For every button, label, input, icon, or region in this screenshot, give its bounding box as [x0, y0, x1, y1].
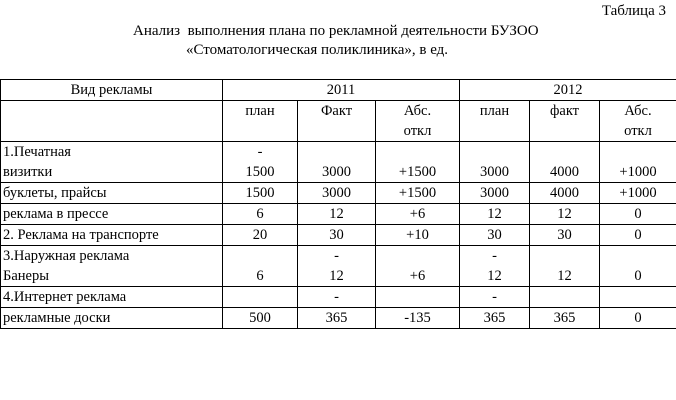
title-line-1: Анализ выполнения плана по рекламной деятельности БУЗОО — [133, 23, 539, 39]
cell-2012-fact: 4000 — [530, 142, 600, 183]
cell-2012-fact — [530, 287, 600, 308]
cell-2011-deviation: +6 — [376, 204, 460, 225]
header-row-years — [1, 80, 676, 101]
table-row — [1, 183, 676, 204]
cell-2011-deviation — [376, 287, 460, 308]
column-header-year-2011: 2011 — [223, 80, 460, 101]
row-label: буклеты, прайсы — [1, 183, 223, 204]
table-number: Таблица 3 — [601, 3, 666, 19]
cell-2012-deviation: +1000 — [600, 142, 676, 183]
row-label: 3.Наружная реклама Банеры — [1, 246, 223, 287]
cell-2012-plan: 3000 — [460, 183, 530, 204]
table-row — [1, 225, 676, 246]
table-row — [1, 204, 676, 225]
cell-2011-plan: 20 — [223, 225, 298, 246]
cell-2011-deviation: -135 — [376, 308, 460, 329]
cell-2012-fact: 12 — [530, 204, 600, 225]
cell-2012-fact: 30 — [530, 225, 600, 246]
table-row — [1, 287, 676, 308]
cell-2011-plan: 500 — [223, 308, 298, 329]
page-title — [0, 22, 676, 60]
header-row-subcolumns — [1, 101, 676, 142]
cell-2011-plan: 6 — [223, 246, 298, 287]
cell-2011-plan: 6 — [223, 204, 298, 225]
subheader-2011-deviation: Абс. откл — [376, 101, 460, 142]
cell-2012-plan: 3000 — [460, 142, 530, 183]
cell-2012-fact: 12 — [530, 246, 600, 287]
cell-2011-deviation: +6 — [376, 246, 460, 287]
cell-2011-deviation: +10 — [376, 225, 460, 246]
cell-2011-fact: 3000 — [298, 142, 376, 183]
table-row — [1, 142, 676, 183]
subheader-2011-fact: Факт — [298, 101, 376, 142]
cell-2011-fact: 365 — [298, 308, 376, 329]
advertising-plan-table — [0, 79, 676, 329]
empty-header-cell — [1, 101, 223, 142]
row-label: реклама в прессе — [1, 204, 223, 225]
cell-2011-fact: 3000 — [298, 183, 376, 204]
subheader-2011-plan: план — [223, 101, 298, 142]
subheader-2012-deviation: Абс. откл — [600, 101, 676, 142]
row-label: рекламные доски — [1, 308, 223, 329]
cell-2011-deviation: +1500 — [376, 183, 460, 204]
column-header-year-2012: 2012 — [460, 80, 676, 101]
table-row — [1, 308, 676, 329]
cell-2011-fact: 12 — [298, 204, 376, 225]
cell-2012-deviation: 0 — [600, 308, 676, 329]
cell-2011-fact: - — [298, 287, 376, 308]
cell-2012-plan: 12 — [460, 204, 530, 225]
cell-2012-plan: - 12 — [460, 246, 530, 287]
cell-2011-plan — [223, 287, 298, 308]
title-line-2: «Стоматологическая поликлиника», в ед. — [186, 42, 449, 58]
cell-2012-deviation: +1000 — [600, 183, 676, 204]
row-label: 4.Интернет реклама — [1, 287, 223, 308]
cell-2012-plan: 365 — [460, 308, 530, 329]
cell-2011-fact: 30 — [298, 225, 376, 246]
subheader-2012-fact: факт — [530, 101, 600, 142]
cell-2012-deviation: 0 — [600, 246, 676, 287]
column-header-type: Вид рекламы — [1, 80, 223, 101]
cell-2012-deviation: 0 — [600, 204, 676, 225]
cell-2011-plan: 1500 — [223, 183, 298, 204]
cell-2012-plan: 30 — [460, 225, 530, 246]
row-label: 2. Реклама на транспорте — [1, 225, 223, 246]
cell-2012-fact: 365 — [530, 308, 600, 329]
cell-2012-deviation — [600, 287, 676, 308]
row-label: 1.Печатная визитки — [1, 142, 223, 183]
cell-2012-deviation: 0 — [600, 225, 676, 246]
cell-2012-fact: 4000 — [530, 183, 600, 204]
cell-2011-deviation: +1500 — [376, 142, 460, 183]
table-row — [1, 246, 676, 287]
cell-2011-plan: - 1500 — [223, 142, 298, 183]
cell-2011-fact: - 12 — [298, 246, 376, 287]
subheader-2012-plan: план — [460, 101, 530, 142]
cell-2012-plan: - — [460, 287, 530, 308]
